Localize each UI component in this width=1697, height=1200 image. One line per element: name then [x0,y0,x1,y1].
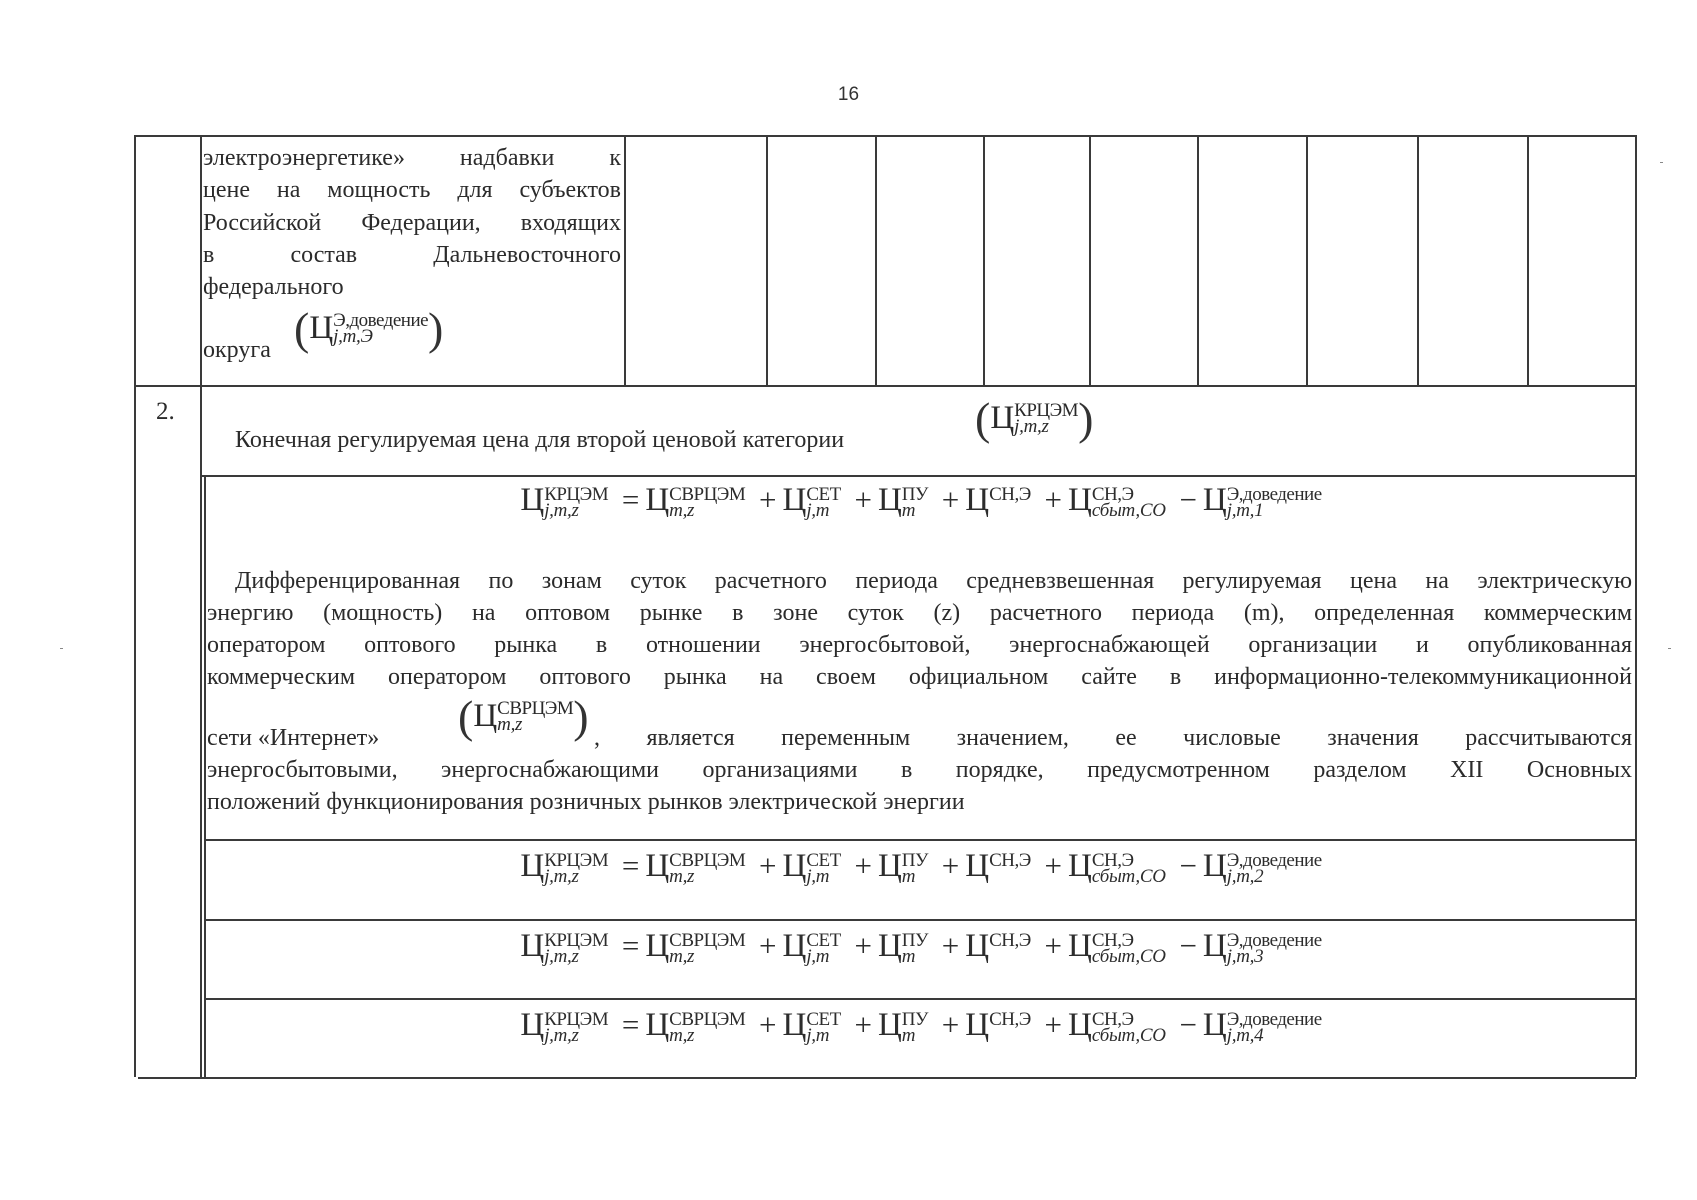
text-line: электроэнергетике» надбавки к [203,145,621,171]
text-line: федерального [203,274,344,300]
text-line: коммерческим оператором оптового рынка на своем официальном сайте в информационно-телекоммуникационной [207,664,1632,690]
paragraph-symbol: (Ц СВРЦЭМ m,z ) [458,691,589,742]
row2-title-symbol: (Ц КРЦЭМ j,m,z ) [975,393,1094,444]
row-number: 2. [156,398,175,425]
formula-index: j,m,2 [1226,866,1264,888]
text-line: в состав Дальневосточного [203,242,621,268]
formula-1: Ц КРЦЭМ j,m,z = Ц СВРЦЭМ m,z + Ц СЕТ j,m + Ц ПУ m + Ц СН,Э + Ц СН,Э сбыт,СО − Ц Э,доведение j,m,1 [520,482,1322,522]
page-number: 16 [837,84,860,105]
scan-mark [60,648,63,649]
scan-mark [1668,648,1671,649]
formula-3: Ц КРЦЭМ j,m,z = Ц СВРЦЭМ m,z + Ц СЕТ j,m + Ц ПУ m + Ц СН,Э + Ц СН,Э сбыт,СО − Ц Э,доведение j,m,3 [520,928,1322,968]
formula-2: Ц КРЦЭМ j,m,z = Ц СВРЦЭМ m,z + Ц СЕТ j,m + Ц ПУ m + Ц СН,Э + Ц СН,Э сбыт,СО − Ц Э,доведение j,m,2 [520,848,1322,888]
text-line: Российской Федерации, входящих [203,210,621,236]
text-line: , является переменным значением, ее числовые значения рассчитываются [594,725,1632,751]
text-line: энергосбытовыми, энергоснабжающими организациями в порядке, предусмотренном разделом XII Основных [207,757,1632,783]
text-line: сети «Интернет» [207,725,380,751]
formula-index: j,m,1 [1226,500,1264,522]
text-line: Дифференцированная по зонам суток расчетного периода средневзвешенная регулируемая цена на электрическую [235,568,1632,594]
formula-index: j,m,3 [1226,946,1264,968]
row2-title-text: Конечная регулируемая цена для второй ценовой категории [235,427,845,453]
scan-mark [1660,162,1663,163]
text-line: энергию (мощность) на оптовом рынке в зоне суток (z) расчетного периода (m), определенная коммерческим [207,600,1632,626]
text-line: оператором оптового рынка в отношении энергосбытовой, энергоснабжающей организации и опубликованная [207,632,1632,658]
text-line: цене на мощность для субъектов [203,177,621,203]
text-line: округа [203,337,271,363]
formula-index: j,m,4 [1226,1025,1264,1047]
text-line: положений функционирования розничных рынков электрической энергии [207,789,965,815]
formula-4: Ц КРЦЭМ j,m,z = Ц СВРЦЭМ m,z + Ц СЕТ j,m + Ц ПУ m + Ц СН,Э + Ц СН,Э сбыт,СО − Ц Э,доведение j,m,4 [520,1007,1322,1047]
row1-symbol: (Ц Э,доведение j,m,Э ) [294,303,444,354]
